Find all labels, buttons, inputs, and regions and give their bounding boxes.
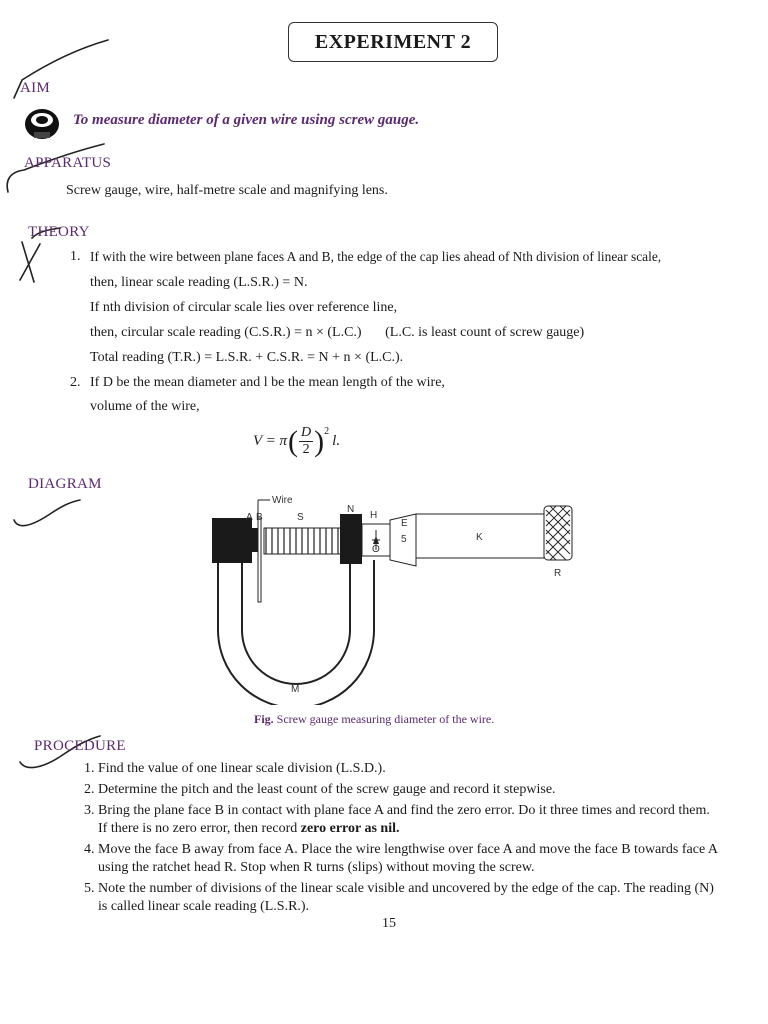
procedure-step-2: 2. Determine the pitch and the least count of the screw gauge and record it stepwise. bbox=[98, 781, 756, 799]
formula-exponent: 2 bbox=[324, 426, 330, 437]
theory-heading: THEORY bbox=[28, 224, 90, 240]
procedure-steps bbox=[76, 760, 756, 916]
theory-item-1 bbox=[70, 246, 760, 268]
procedure-heading: PROCEDURE bbox=[34, 738, 126, 754]
procedure-step-3-line-1: Bring the plane face B in contact with plane face A and find the zero error. Do it three times and record them. bbox=[98, 803, 710, 818]
volume-formula bbox=[253, 425, 340, 458]
procedure-step-4-line-1: Move the face B away from face A. Place the wire lengthwise over face A and move the face B towards face A bbox=[98, 842, 719, 857]
spindle-threads bbox=[264, 528, 344, 554]
formula-denominator: 2 bbox=[302, 442, 310, 457]
theory-item-1-line-4-row bbox=[90, 322, 760, 344]
theory-item-1-line-4: then, circular scale reading (C.S.R.) = n × (L.C.) bbox=[90, 325, 362, 340]
theory-item-2-number: 2. bbox=[70, 375, 81, 390]
theory-item-1-rest bbox=[70, 272, 760, 369]
procedure-list bbox=[76, 760, 756, 919]
formula-left-paren: ( bbox=[288, 424, 299, 458]
experiment-title: EXPERIMENT 2 bbox=[288, 22, 498, 62]
theory-item-2-line-1: If D be the mean diameter and l be the mean length of the wire, bbox=[90, 375, 445, 390]
aim-heading: AIM bbox=[20, 80, 51, 96]
procedure-step-3 bbox=[98, 802, 756, 838]
theory-item-1-note: (L.C. is least count of screw gauge) bbox=[385, 325, 585, 340]
anvil-block bbox=[212, 518, 252, 563]
theory-item-2 bbox=[70, 372, 760, 394]
ratchet-head bbox=[544, 506, 572, 560]
formula-fraction bbox=[299, 425, 313, 458]
screw-gauge-diagram bbox=[200, 490, 590, 705]
label-k: K bbox=[476, 532, 483, 543]
apparatus-heading: APPARATUS bbox=[24, 155, 112, 171]
formula-tail: l. bbox=[332, 433, 341, 449]
procedure-step-4-line-2: using the ratchet head R. Stop when R turns (slips) without moving the screw. bbox=[98, 860, 535, 875]
aim-text: To measure diameter of a given wire using screw gauge. bbox=[73, 112, 420, 128]
figure-caption bbox=[254, 712, 494, 727]
label-b: B bbox=[256, 512, 263, 523]
formula-lhs: V = π bbox=[253, 433, 288, 449]
theory-item-1-number: 1. bbox=[70, 249, 81, 264]
label-scale-5: 5 bbox=[401, 534, 407, 545]
nut-block bbox=[340, 514, 362, 564]
procedure-step-4 bbox=[98, 841, 756, 877]
wire bbox=[258, 518, 261, 602]
page-number: 15 bbox=[382, 916, 396, 931]
face-a bbox=[250, 528, 258, 552]
label-a: A bbox=[246, 512, 253, 523]
label-h: H bbox=[370, 510, 378, 521]
label-wire: Wire bbox=[272, 495, 293, 506]
aim-icon bbox=[22, 106, 62, 142]
procedure-step-5-line-2: is called linear scale reading (L.S.R.). bbox=[98, 899, 310, 914]
theory-item-1-line-5: Total reading (T.R.) = L.S.R. + C.S.R. = N + n × (L.C.). bbox=[90, 350, 404, 365]
formula-right-paren: ) bbox=[314, 424, 325, 458]
diagram-check-mark bbox=[14, 500, 80, 526]
label-r: R bbox=[554, 568, 562, 579]
label-s: S bbox=[297, 512, 304, 523]
apparatus-text: Screw gauge, wire, half-metre scale and magnifying lens. bbox=[66, 183, 388, 198]
procedure-step-3-line-2: If there is no zero error, then record zero error as nil. bbox=[98, 821, 400, 836]
diagram-heading: DIAGRAM bbox=[28, 476, 102, 492]
theory-item-1-line-2: then, linear scale reading (L.S.R.) = N. bbox=[90, 275, 308, 290]
formula-numerator: D bbox=[301, 425, 312, 440]
figure-caption-text: Screw gauge measuring diameter of the wire. bbox=[276, 712, 495, 726]
zero-error-nil: zero error as nil. bbox=[300, 821, 400, 836]
theory-item-1-line-1: If with the wire between plane faces A and B, the edge of the cap lies ahead of Nth division of linear scale, bbox=[90, 249, 662, 264]
procedure-step-5 bbox=[98, 880, 756, 916]
label-o: O bbox=[372, 544, 380, 555]
figure-caption-label: Fig. bbox=[254, 712, 274, 726]
theory-body bbox=[70, 246, 760, 418]
procedure-step-1: 1. Find the value of one linear scale division (L.S.D.). bbox=[98, 760, 756, 778]
label-n: N bbox=[347, 504, 355, 515]
procedure-step-5-line-1: Note the number of divisions of the linear scale visible and uncovered by the edge of the cap. The reading (N) bbox=[98, 881, 714, 896]
label-e: E bbox=[401, 518, 408, 529]
theory-item-1-line-3: If nth division of circular scale lies over reference line, bbox=[90, 300, 398, 315]
theory-item-2-line-2: volume of the wire, bbox=[90, 399, 200, 414]
label-m: M bbox=[291, 684, 300, 695]
